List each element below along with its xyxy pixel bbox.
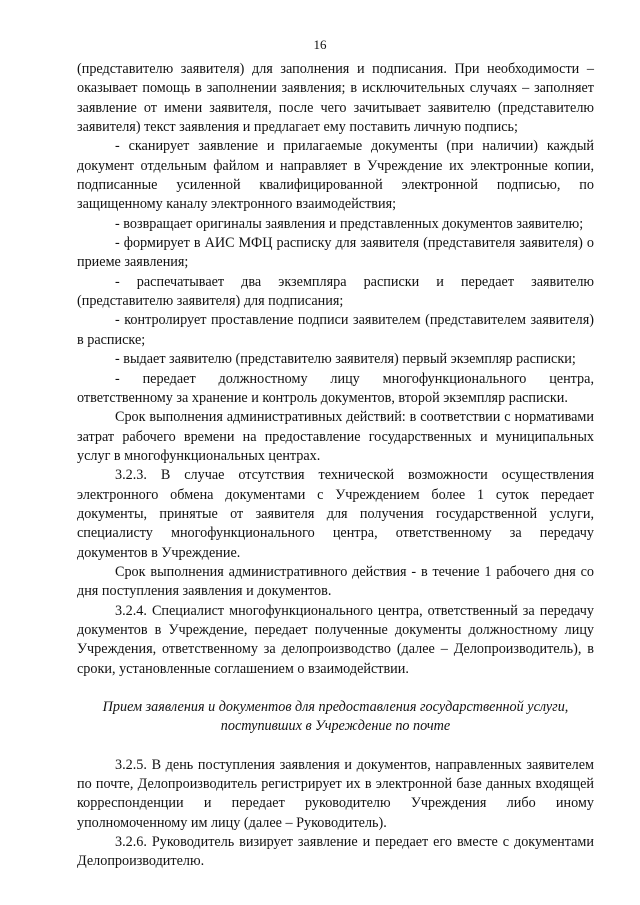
- list-item-return-originals: - возвращает оригиналы заявления и представленных документов заявителю;: [115, 215, 584, 232]
- paragraph-3-2-4: 3.2.4. Специалист многофункционального центра, ответственный за передачу документов в Учреждение, передает полученные документы должностному лицу Учреждения, ответственному за делопроизводство (далее – Делопроизводитель), в сроки, установленные соглашением о взаимодействии.: [77, 602, 594, 677]
- section-heading: Прием заявления и документов для предоставления государственной услуги, поступивших в Учреждение по почте: [102, 699, 569, 735]
- list-item-print-receipt: - распечатывает два экземпляра расписки и передает заявителю (представителю заявителя) для подписания;: [77, 273, 594, 310]
- paragraph-deadline-actions: Срок выполнения административных действий: в соответствии с нормативами затрат рабочего времени на предоставление государственных и муниципальных услуг в многофункциональных центрах.: [77, 409, 594, 464]
- list-item-form-receipt: - формирует в АИС МФЦ расписку для заявителя (представителя заявителя) о приеме заявления;: [77, 235, 594, 271]
- paragraph-3-2-5: 3.2.5. В день поступления заявления и документов, направленных заявителем по почте, Делопроизводитель регистрирует их в электронной базе данных входящей корреспонденции и передает руководителю Учреждения либо иному уполномоченному им лицу (далее – Руководитель).: [77, 756, 594, 831]
- paragraph-deadline-action: Срок выполнения административного действия - в течение 1 рабочего дня со дня поступления заявления и документов.: [77, 563, 594, 600]
- document-body: [77, 60, 594, 872]
- page-number: 16: [313, 37, 327, 52]
- list-item-issue-copy: - выдает заявителю (представителю заявителя) первый экземпляр расписки;: [115, 351, 576, 368]
- list-item-control-signature: - контролирует проставление подписи заявителем (представителем заявителя) в расписке;: [77, 312, 594, 348]
- paragraph-3-2-3: 3.2.3. В случае отсутствия технической возможности осуществления электронного обмена документами с Учреждением более 1 суток передает документы, принятые от заявителя для получения государственной услуги, специалисту многофункционального центра, ответственному за передачу документов в Учреждение.: [77, 467, 594, 561]
- list-item-scan: - сканирует заявление и прилагаемые документы (при наличии) каждый документ отдельным файлом и направляет в Учреждение их электронные копии, подписанные усиленной квалифицированной электронной подписью, по защищенному каналу электронного взаимодействия;: [77, 138, 594, 213]
- list-item-transfer-copy: - передает должностному лицу многофункционального центра, ответственному за хранение и контроль документов, второй экземпляр расписки.: [77, 370, 594, 406]
- paragraph-continuation: (представителю заявителя) для заполнения и подписания. При необходимости – оказывает помощь в заполнении заявления; в исключительных случаях – заполняет заявление от имени заявителя, после чего зачитывает заявителю (представителю заявителя) текст заявления и предлагает ему поставить личную подпись;: [77, 61, 594, 136]
- paragraph-3-2-6: 3.2.6. Руководитель визирует заявление и передает его вместе с документами Делопроизводителю.: [77, 834, 594, 870]
